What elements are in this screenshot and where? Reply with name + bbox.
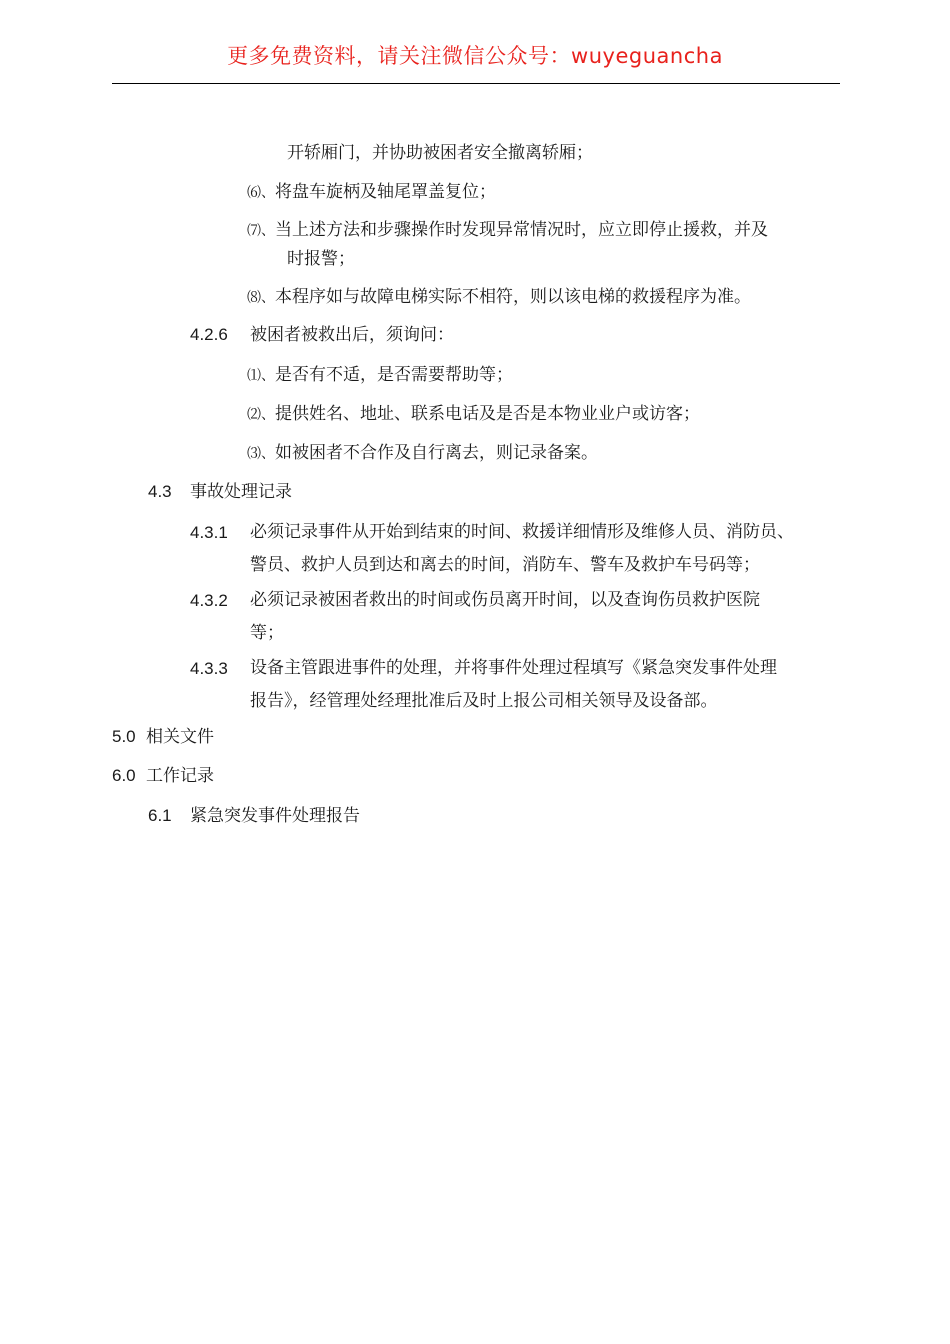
list-item-text: 提供姓名、地址、联系电话及是否是本物业业户或访客； (275, 404, 700, 424)
list-marker: ⑻、 (247, 290, 275, 306)
question-item-2 (247, 397, 700, 432)
list-marker: ⑹、 (247, 185, 275, 201)
list-marker: ⑶、 (247, 446, 275, 462)
list-item-text: 如被困者不合作及自行离去，则记录备案。 (275, 443, 598, 463)
section-text-line-2: 等； (250, 623, 284, 643)
list-item-7-continuation: 时报警； (287, 249, 355, 269)
section-number: 6.0 (112, 766, 136, 785)
section-title: 紧急突发事件处理报告 (190, 806, 360, 826)
section-text-line-1: 必须记录事件从开始到结束的时间、救援详细情形及维修人员、消防员、 (250, 522, 794, 542)
section-text: 被困者被救出后，须询问： (250, 325, 454, 345)
section-number: 6.1 (148, 806, 172, 825)
section-4-3 (148, 475, 292, 509)
list-item-text: 是否有不适，是否需要帮助等； (275, 365, 513, 385)
section-title: 相关文件 (146, 727, 214, 747)
list-marker: ⑺、 (247, 223, 275, 239)
section-number: 4.2.6 (190, 325, 228, 344)
header-banner: 更多免费资料，请关注微信公众号：wuyeguancha (227, 44, 723, 68)
section-4-3-1 (190, 516, 850, 582)
section-number: 4.3.3 (190, 659, 228, 678)
section-4-3-3 (190, 652, 850, 718)
list-marker: ⑴、 (247, 368, 275, 384)
section-number: 4.3.2 (190, 591, 228, 610)
list-item-text: 当上述方法和步骤操作时发现异常情况时，应立即停止援救，并及 (275, 220, 768, 240)
section-text-line-2: 警员、救护人员到达和离去的时间，消防车、警车及救护车号码等； (250, 555, 760, 575)
section-number: 4.3 (148, 482, 172, 501)
header-divider (112, 83, 840, 84)
section-title: 工作记录 (146, 766, 214, 786)
section-text-line-1: 设备主管跟进事件的处理，并将事件处理过程填写《紧急突发事件处理 (250, 658, 777, 678)
section-title: 事故处理记录 (190, 482, 292, 502)
list-item-6 (247, 175, 496, 210)
section-number: 5.0 (112, 727, 136, 746)
section-text-line-2: 报告》，经管理处经理批准后及时上报公司相关领导及设备部。 (250, 691, 718, 711)
list-item-8 (247, 280, 751, 315)
section-5-0 (112, 720, 214, 754)
section-4-3-2 (190, 584, 850, 650)
section-text-line-1: 必须记录被困者救出的时间或伤员离开时间，以及查询伤员救护医院 (250, 590, 760, 610)
section-6-1 (148, 799, 360, 833)
question-item-3 (247, 436, 598, 471)
section-6-0 (112, 759, 214, 793)
continuation-line: 开轿厢门，并协助被困者安全撤离轿厢； (287, 143, 593, 163)
list-marker: ⑵、 (247, 407, 275, 423)
question-item-1 (247, 358, 513, 393)
section-number: 4.3.1 (190, 523, 228, 542)
section-4-2-6 (190, 318, 454, 352)
list-item-text: 本程序如与故障电梯实际不相符，则以该电梯的救援程序为准。 (275, 287, 751, 307)
list-item-text: 将盘车旋柄及轴尾罩盖复位； (275, 182, 496, 202)
